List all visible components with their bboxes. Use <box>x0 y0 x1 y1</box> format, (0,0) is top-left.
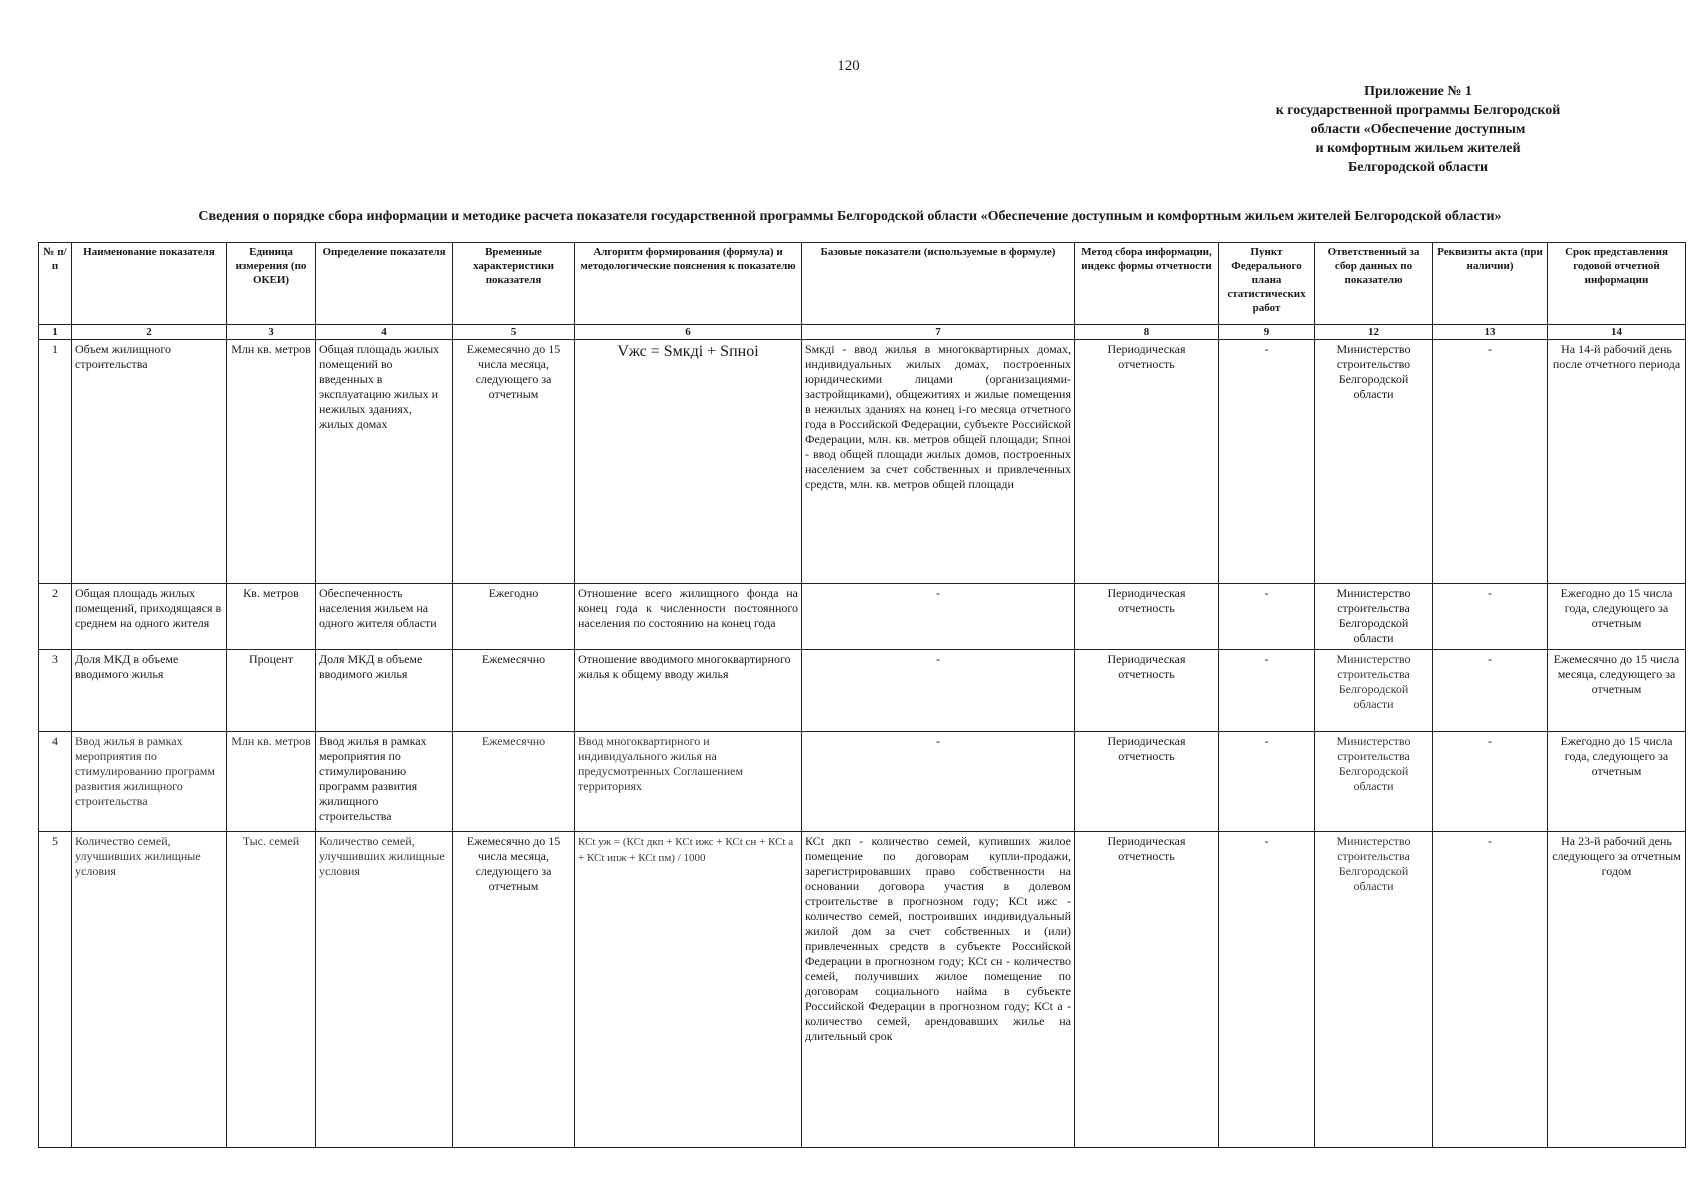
indicator-method: Периодическая отчетность <box>1075 650 1219 732</box>
indicator-responsible: Министерство строительства Белгородской области <box>1315 732 1433 832</box>
indicator-definition: Количество семей, улучшивших жилищные условия <box>316 832 453 1148</box>
indicator-definition: Общая площадь жилых помещений во введенных в эксплуатацию жилых и нежилых зданиях, жилых домах <box>316 340 453 584</box>
col-header-algorithm: Алгоритм формирования (формула) и методологические пояснения к показателю <box>575 243 802 325</box>
indicator-act: - <box>1433 584 1548 650</box>
indicator-plan: - <box>1219 650 1315 732</box>
indicator-plan: - <box>1219 732 1315 832</box>
table-row <box>39 584 1686 650</box>
appendix-line: к государственной программы Белгородской <box>1275 103 1561 118</box>
indicator-algorithm: Отношение вводимого многоквартирного жилья к общему вводу жилья <box>575 650 802 732</box>
indicator-time: Ежемесячно до 15 числа месяца, следующего за отчетным <box>453 340 575 584</box>
indicator-act: - <box>1433 732 1548 832</box>
row-num: 3 <box>39 650 72 732</box>
column-number: 3 <box>227 325 316 340</box>
col-header-unit: Единица измерения (по ОКЕИ) <box>227 243 316 325</box>
indicator-name: Общая площадь жилых помещений, приходящаяся в среднем на одного жителя <box>72 584 227 650</box>
indicator-deadline: Ежегодно до 15 числа года, следующего за отчетным <box>1548 732 1686 832</box>
column-number-row <box>39 325 1686 340</box>
table-row <box>39 650 1686 732</box>
indicator-base: - <box>802 584 1075 650</box>
indicators-table <box>38 242 1686 1148</box>
table-row <box>39 340 1686 584</box>
column-number: 14 <box>1548 325 1686 340</box>
column-number: 2 <box>72 325 227 340</box>
column-number: 12 <box>1315 325 1433 340</box>
indicator-algorithm: Ввод многоквартирного и индивидуального жилья на предусмотренных Соглашением территориях <box>575 732 802 832</box>
indicator-base: КСt дкп - количество семей, купивших жилое помещение по договорам купли-продажи, зарегистрировавших право собственности на основании договора участия в долевом строительстве в прогнозном году; КСt ижс - количество семей, построивших индивидуальный жилой дом за счет собственных и (или) привлеченных средств в субъекте Российской Федерации в прогнозном году; КСt сн - количество семей, получивших жилое помещение по договорам социального найма в субъекте Российской Федерации в прогнозном году; КСt а - количество семей, арендовавших жилье на длительный срок <box>802 832 1075 1148</box>
indicator-time: Ежемесячно <box>453 650 575 732</box>
indicator-unit: Процент <box>227 650 316 732</box>
indicator-method: Периодическая отчетность <box>1075 732 1219 832</box>
appendix-line: и комфортным жильем жителей <box>1315 141 1521 156</box>
appendix-line: Белгородской области <box>1347 160 1489 175</box>
indicator-plan: - <box>1219 584 1315 650</box>
column-number: 7 <box>802 325 1075 340</box>
indicator-unit: Тыс. семей <box>227 832 316 1148</box>
table-row <box>39 732 1686 832</box>
col-header-plan: Пункт Федерального плана статистических работ <box>1219 243 1315 325</box>
indicator-deadline: На 23-й рабочий день следующего за отчетным годом <box>1548 832 1686 1148</box>
column-number: 8 <box>1075 325 1219 340</box>
appendix-block <box>1268 82 1568 177</box>
row-num: 5 <box>39 832 72 1148</box>
indicator-time: Ежемесячно <box>453 732 575 832</box>
col-header-responsible: Ответственный за сбор данных по показателю <box>1315 243 1433 325</box>
indicator-base: Sмкдi - ввод жилья в многоквартирных домах, индивидуальных жилых домах, построенных юридическими лицами (организациями-застройщиками), общежитиях и жилые помещения в нежилых зданиях на конец i-го месяца отчетного года в Российской Федерации, субъекте Российской Федерации, млн. кв. метров общей площади; Sпнoi - ввод общей площади жилых домов, построенных населением за счет собственных и привлеченных средств, млн. кв. метров общей площади <box>802 340 1075 584</box>
row-num: 2 <box>39 584 72 650</box>
indicator-algorithm: КСt уж = (КСt дкп + КСt ижс + КСt сн + КСt а + КСt ипж + КСt пм) / 1000 <box>575 832 802 1148</box>
indicator-name: Ввод жилья в рамках мероприятия по стимулированию программ развития жилищного строительства <box>72 732 227 832</box>
row-num: 1 <box>39 340 72 584</box>
indicator-plan: - <box>1219 340 1315 584</box>
indicator-deadline: Ежемесячно до 15 числа месяца, следующего за отчетным <box>1548 650 1686 732</box>
indicator-time: Ежемесячно до 15 числа месяца, следующего за отчетным <box>453 832 575 1148</box>
indicator-method: Периодическая отчетность <box>1075 340 1219 584</box>
indicator-act: - <box>1433 832 1548 1148</box>
indicator-method: Периодическая отчетность <box>1075 584 1219 650</box>
document-title: Сведения о порядке сбора информации и методике расчета показателя государственной программы Белгородской области «Обеспечение доступным и комфортным жильем жителей Белгородской области» <box>198 209 1502 224</box>
column-number: 13 <box>1433 325 1548 340</box>
indicator-unit: Млн кв. метров <box>227 340 316 584</box>
header-row <box>39 243 1686 325</box>
col-header-definition: Определение показателя <box>316 243 453 325</box>
col-header-num: № п/п <box>39 243 72 325</box>
row-num: 4 <box>39 732 72 832</box>
indicator-responsible: Министерство строительства Белгородской области <box>1315 832 1433 1148</box>
column-number: 1 <box>39 325 72 340</box>
indicator-unit: Кв. метров <box>227 584 316 650</box>
indicator-name: Объем жилищного строительства <box>72 340 227 584</box>
indicator-deadline: Ежегодно до 15 числа года, следующего за отчетным <box>1548 584 1686 650</box>
indicator-definition: Доля МКД в объеме вводимого жилья <box>316 650 453 732</box>
indicator-deadline: На 14-й рабочий день после отчетного периода <box>1548 340 1686 584</box>
page-number: 120 <box>837 58 860 74</box>
indicator-base: - <box>802 650 1075 732</box>
indicator-responsible: Министерство строительства Белгородской области <box>1315 650 1433 732</box>
indicator-definition: Ввод жилья в рамках мероприятия по стимулированию программ развития жилищного строительства <box>316 732 453 832</box>
column-number: 5 <box>453 325 575 340</box>
indicator-unit: Млн кв. метров <box>227 732 316 832</box>
column-number: 4 <box>316 325 453 340</box>
indicator-algorithm: Vжс = Sмкдi + Sпнoi <box>575 340 802 584</box>
indicator-algorithm: Отношение всего жилищного фонда на конец года к численности постоянного населения по состоянию на конец года <box>575 584 802 650</box>
indicator-act: - <box>1433 650 1548 732</box>
indicator-responsible: Министерство строительства Белгородской области <box>1315 584 1433 650</box>
col-header-act: Реквизиты акта (при наличии) <box>1433 243 1548 325</box>
col-header-base: Базовые показатели (используемые в формуле) <box>802 243 1075 325</box>
col-header-deadline: Срок представления годовой отчетной информации <box>1548 243 1686 325</box>
indicator-responsible: Министерство строительство Белгородской области <box>1315 340 1433 584</box>
indicator-plan: - <box>1219 832 1315 1148</box>
indicator-method: Периодическая отчетность <box>1075 832 1219 1148</box>
indicator-time: Ежегодно <box>453 584 575 650</box>
indicator-name: Количество семей, улучшивших жилищные условия <box>72 832 227 1148</box>
indicator-definition: Обеспеченность населения жильем на одного жителя области <box>316 584 453 650</box>
indicator-name: Доля МКД в объеме вводимого жилья <box>72 650 227 732</box>
column-number: 6 <box>575 325 802 340</box>
indicator-act: - <box>1433 340 1548 584</box>
col-header-time: Временные характеристики показателя <box>453 243 575 325</box>
column-number: 9 <box>1219 325 1315 340</box>
table-row <box>39 832 1686 1148</box>
col-header-method: Метод сбора информации, индекс формы отчетности <box>1075 243 1219 325</box>
col-header-name: Наименование показателя <box>72 243 227 325</box>
appendix-line: области «Обеспечение доступным <box>1310 122 1526 137</box>
indicator-base: - <box>802 732 1075 832</box>
appendix-line: Приложение № 1 <box>1364 84 1472 99</box>
